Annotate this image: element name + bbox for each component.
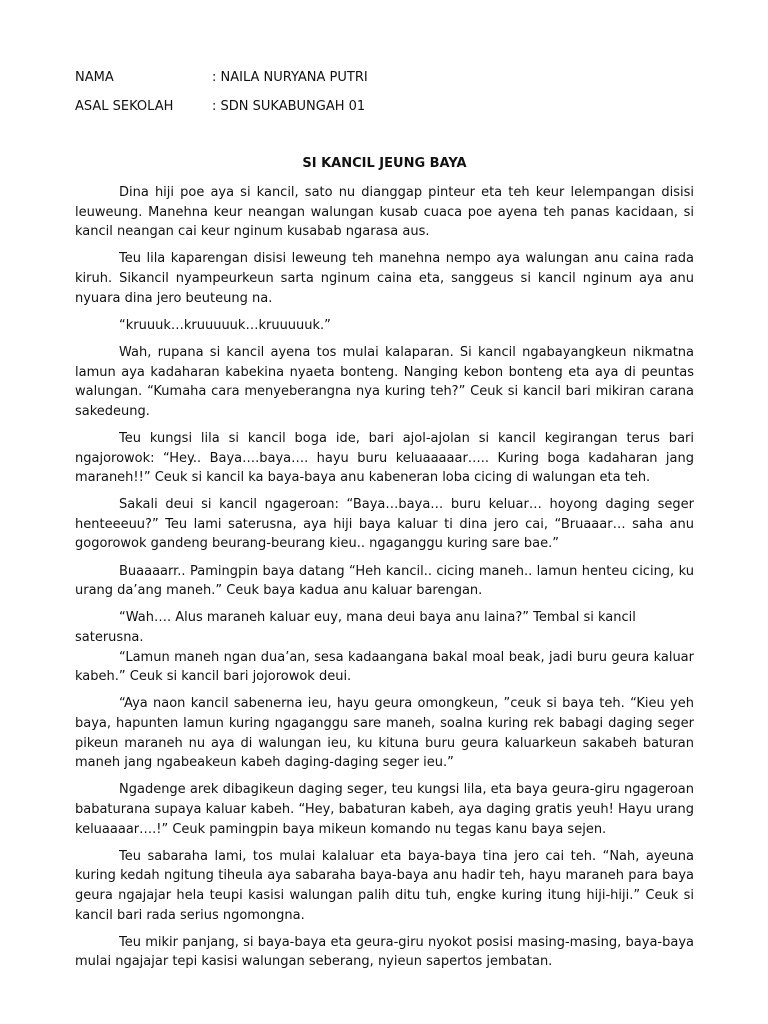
dialog-line: “Wah…. Alus maraneh kaluar euy, mana deui baya anu laina?” Tembal si kancil saterusna. — [75, 610, 636, 646]
paragraph: Buaaaarr.. Pamingpin baya datang “Heh kancil.. cicing maneh.. lamun henteu cicing, ku urang da’ang maneh.” Ceuk baya kadua anu kaluar barengan. — [75, 563, 694, 599]
paragraph: “Lamun maneh ngan dua’an, sesa kadaangana bakal moal beak, jadi buru geura kaluar kabeh.” Ceuk si kancil bari jojorowok deui. — [75, 649, 694, 685]
paragraph: Teu sabaraha lami, tos mulai kalaluar eta baya-baya tina jero cai teh. “Nah, ayeuna kuring kedah ngitung tiheula aya sabaraha baya-baya anu hadir teh, hayu maraneh para baya geura ngajajar hela teupi kasisi walungan palih ditu tuh, engke kuring itung hiji-hiji.” Ceuk si kancil bari rada serius ngomongna. — [75, 848, 694, 923]
story-body — [75, 183, 694, 980]
paragraph: “kruuuk…kruuuuuk…kruuuuuk.” — [119, 317, 331, 333]
paragraph: Teu kungsi lila si kancil boga ide, bari ajol-ajolan si kancil kegirangan terus bari ngajorowok: “Hey.. Baya….baya…. hayu buru keluaaaaar….. Kuring boga kadaharan jang maraneh!!” Ceuk si kancil ka baya-baya anu kabeneran loba cicing di walungan eta teh. — [75, 430, 694, 486]
paragraph: Sakali deui si kancil ngageroan: “Baya…baya… buru keluar… hoyong daging seger henteeeuu?” Teu lami saterusna, aya hiji baya kaluar ti dina jero cai, “Bruaaar… saha anu gogorowok gandeng beurang-beurang kieu.. ngaganggu kuring sare bae.” — [75, 497, 694, 552]
name-value: : NAILA NURYANA PUTRI — [212, 70, 368, 85]
school-value: : SDN SUKABUNGAH 01 — [212, 99, 366, 114]
paragraph: Ngadenge arek dibagikeun daging seger, teu kungsi lila, eta baya geura-giru ngageroan babaturana supaya kaluar kabeh. “Hey, babaturan kabeh, aya daging gratis yeuh! Hayu urang keluaaaar….!” Ceuk pamingpin baya mikeun komando nu tegas kanu baya sejen. — [75, 782, 694, 837]
paragraph: Teu mikir panjang, si baya-baya eta geura-giru nyokot posisi masing-masing, baya-baya mulai ngajajar tepi kasisi walungan seberang, nyieun sapertos jembatan. — [75, 934, 694, 970]
paragraph: Teu lila kaparengan disisi leweung teh manehna nempo aya walungan anu caina rada kiruh. Sikancil nyampeurkeun sarta nginum caina eta, sanggeus si kancil nginum aya anu nyuara dina jero beuteung na. — [75, 251, 694, 306]
name-label: NAMA — [75, 70, 114, 85]
paragraph: Wah, rupana si kancil ayena tos mulai kalaparan. Si kancil ngabayangkeun nikmatna lamun aya kadaharan kabekina nyaeta bonteng. Nanging kebon bonteng eta aya di peuntas walungan. “Kumaha cara menyeberangna nya kuring teh?” Ceuk si kancil bari mikiran carana sakedeung. — [75, 344, 694, 419]
story-title: SI KANCIL JEUNG BAYA — [302, 156, 467, 171]
paragraph: “Aya naon kancil sabenerna ieu, hayu geura omongkeun, ”ceuk si baya teh. “Kieu yeh baya, hapunten lamun kuring ngaganggu sare maneh, soalna kuring rek babagi daging seger pikeun maraneh nu aya di walungan ieu, ku kituna buru geura kaluarkeun sakabeh baturan maneh jang ngabeakeun kabeh daging-daging seger ieu.” — [75, 696, 694, 771]
school-label: ASAL SEKOLAH — [75, 99, 174, 114]
paragraph: Dina hiji poe aya si kancil, sato nu dianggap pinteur eta teh keur lelempangan disisi leuweung. Manehna keur neangan walungan kusab cuaca poe ayena teh panas kacidaan, si kancil neangan cai keur nginum kusabab ngarasa aus. — [75, 185, 694, 240]
